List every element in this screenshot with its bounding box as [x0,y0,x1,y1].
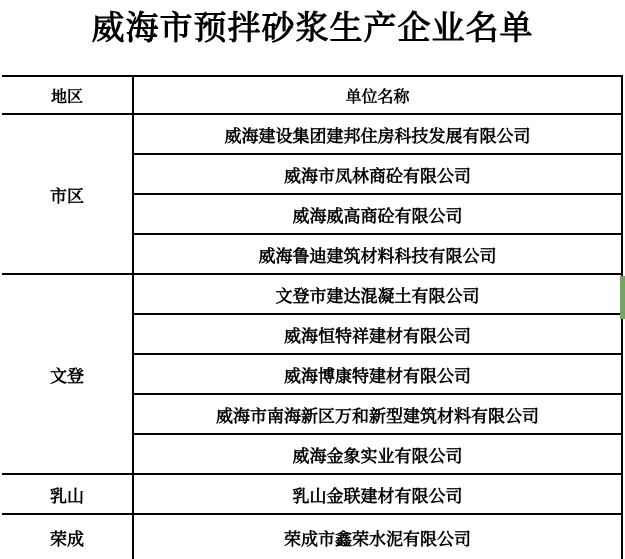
company-cell[interactable]: 威海建设集团建邦住房科技发展有限公司 [133,114,622,154]
company-cell[interactable]: 威海市凤林商砼有限公司 [133,154,622,194]
header-row [2,76,622,114]
company-cell[interactable]: 威海威高商砼有限公司 [133,194,622,234]
company-cell[interactable]: 威海金象实业有限公司 [133,434,622,474]
company-cell[interactable]: 威海恒特祥建材有限公司 [133,314,622,354]
company-cell[interactable]: 乳山金联建材有限公司 [133,474,622,514]
table-row [2,274,622,314]
region-cell-0[interactable]: 市区 [2,114,133,274]
header-region: 地区 [2,76,133,114]
page-title: 威海市预拌砂浆生产企业名单 [91,11,534,47]
active-cell-highlight [620,276,625,319]
company-cell[interactable]: 威海市南海新区万和新型建筑材料有限公司 [133,394,622,434]
table-row [2,474,622,514]
region-cell-2[interactable]: 乳山 [2,474,133,514]
table-row [2,114,622,154]
region-cell-3[interactable]: 荣成 [2,514,133,559]
company-table [2,75,623,559]
header-company: 单位名称 [133,76,622,114]
company-cell[interactable]: 文登市建达混凝土有限公司 [133,274,622,314]
table-row [2,514,622,559]
company-cell[interactable]: 荣成市鑫荣水泥有限公司 [133,514,622,559]
region-cell-1[interactable]: 文登 [2,274,133,474]
company-table-body [2,114,622,559]
company-cell[interactable]: 威海博康特建材有限公司 [133,354,622,394]
company-cell[interactable]: 威海鲁迪建筑材料科技有限公司 [133,234,622,274]
